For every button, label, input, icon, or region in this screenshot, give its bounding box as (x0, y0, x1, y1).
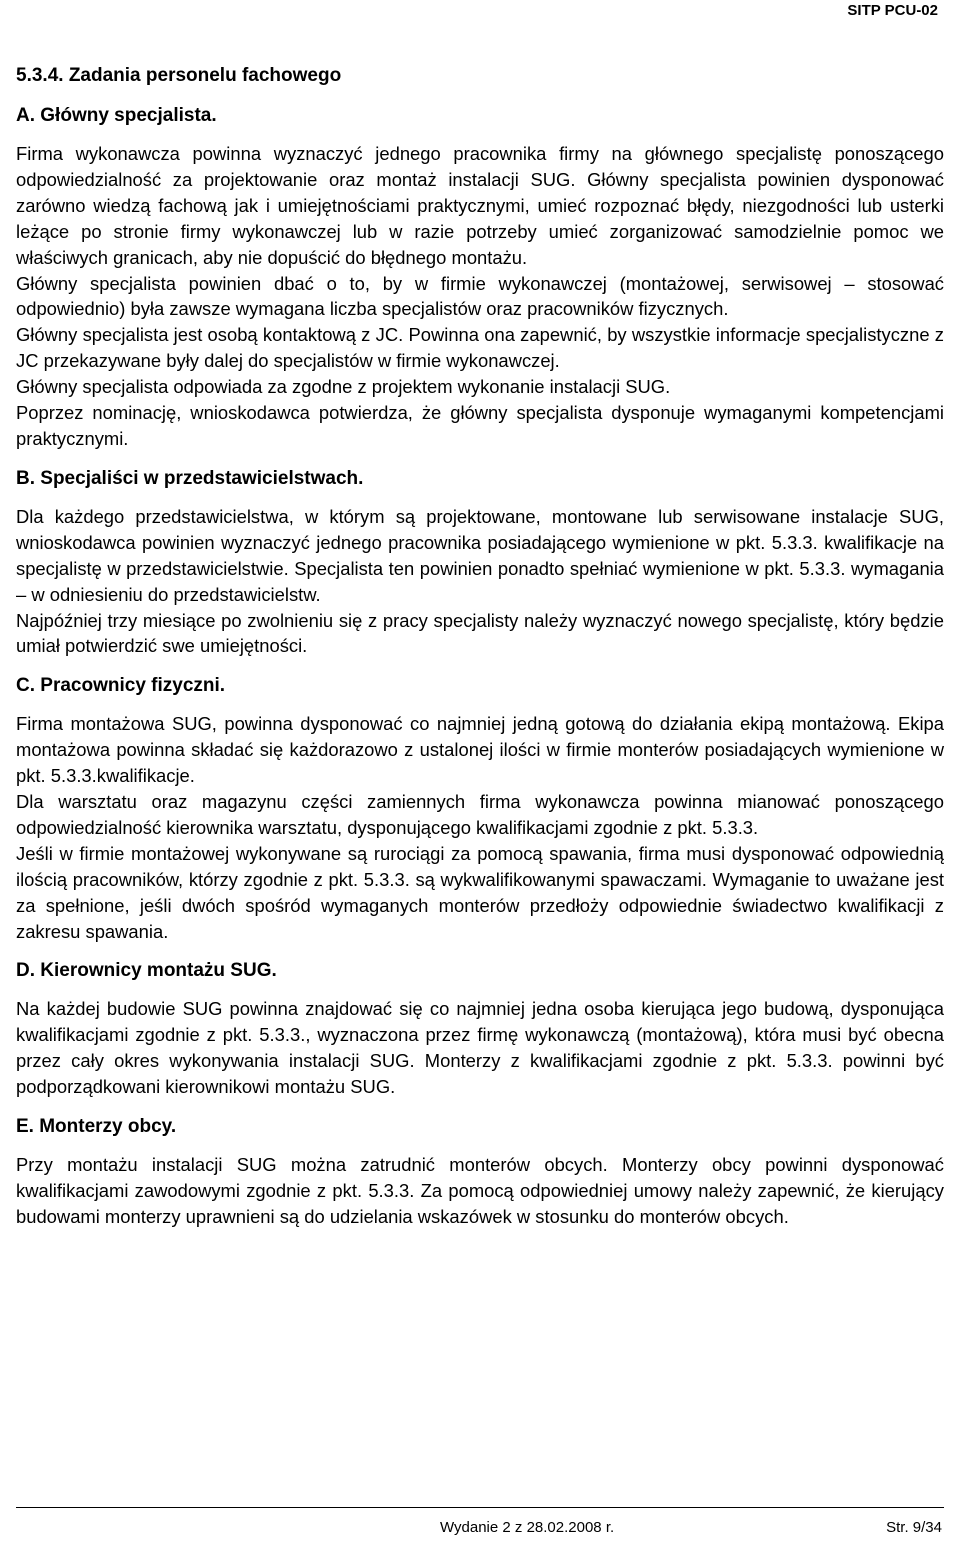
subsection-title-b: B. Specjaliści w przedstawicielstwach. (16, 467, 364, 489)
paragraph: Główny specjalista powinien dbać o to, by w firmie wykonawczej (montażowej, serwisowej – stosować odpowiednio) była zawsze wymagana liczba specjalistów oraz pracowników fizycznych. (16, 272, 944, 320)
paragraph: Przy montażu instalacji SUG można zatrudnić monterów obcych. Monterzy obcy powinni dysponować kwalifikacjami zawodowymi zgodnie z pkt. 5.3.3. Za pomocą odpowiedniej umowy należy zapewnić, że kierujący budowami monterzy uprawnieni są do udzielania wskazówek w stosunku do monterów obcych. (16, 1154, 944, 1227)
paragraph: Poprzez nominację, wnioskodawca potwierdza, że główny specjalista dysponuje wymaganymi kompetencjami praktycznymi. (16, 402, 944, 449)
page-number: Str. 9/34 (886, 1519, 942, 1536)
edition-info: Wydanie 2 z 28.02.2008 r. (440, 1519, 615, 1536)
paragraph: Najpóźniej trzy miesiące po zwolnieniu się z pracy specjalisty należy wyznaczyć nowego specjalistę, który będzie umiał potwierdzić swe umiejętności. (16, 609, 944, 657)
paragraph: Dla każdego przedstawicielstwa, w którym są projektowane, montowane lub serwisowane instalacje SUG, wnioskodawca powinien wyznaczyć jednego pracownika posiadającego wymienione w pkt. 5.3.3. kwalifikacje na specjalistę w przedstawicielstwie. Specjalista ten powinien ponadto spełniać wymienione w pkt. 5.3.3. wymagania – w odniesieniu do przedstawicielstw. (16, 505, 944, 605)
section-heading: 5.3.4. Zadania personelu fachowego (16, 65, 342, 86)
paragraph: Dla warsztatu oraz magazynu części zamiennych firma wykonawcza powinna mianować ponoszącego odpowiedzialność kierownika warsztatu, dysponującego kwalifikacjami zgodnie z pkt. 5.3.3. (16, 791, 944, 838)
paragraph: Główny specjalista jest osobą kontaktową z JC. Powinna ona zapewnić, by wszystkie informacje specjalistyczne z JC przekazywane były dalej do specjalistów w firmie wykonawczej. (16, 324, 944, 372)
paragraph: Jeśli w firmie montażowej wykonywane są rurociągi za pomocą spawania, firma musi dysponować odpowiednią ilością pracowników, którzy zgodnie z pkt. 5.3.3. są wykwalifikowanymi spawaczami. Wymaganie to uważane jest za spełnione, jeśli dwóch spośród wymaganych monterów przedłoży odpowiednie świadectwo kwalifikacji z zakresu spawania. (16, 842, 944, 942)
subsection-title-c: C. Pracownicy fizyczni. (16, 675, 226, 697)
subsection-title-e: E. Monterzy obcy. (16, 1116, 177, 1138)
footer-divider (16, 1507, 944, 1508)
paragraph: Firma montażowa SUG, powinna dysponować co najmniej jedną gotową do działania ekipą montażową. Ekipa montażowa powinna składać się każdorazowo z ustalonej ilości w firmie monterów posiadających wymienione w pkt. 5.3.3.kwalifikacje. (16, 713, 944, 787)
paragraph: Na każdej budowie SUG powinna znajdować się co najmniej jedna osoba kierująca jego budową, dysponująca kwalifikacjami zgodnie z pkt. 5.3.3., wyznaczona przez firmę wykonawczą (montażową), która musi być obecna przez cały okres wykonywania instalacji SUG. Monterzy z kwalifikacjami zgodnie z pkt. 5.3.3. powinni być podporządkowani kierownikowi montażu SUG. (16, 998, 944, 1098)
subsection-title-a: A. Główny specjalista. (16, 105, 217, 126)
paragraph: Główny specjalista odpowiada za zgodne z projektem wykonanie instalacji SUG. (16, 376, 671, 398)
subsection-title-d: D. Kierownicy montażu SUG. (16, 960, 277, 982)
document-code: SITP PCU-02 (847, 2, 938, 19)
document-body (16, 63, 944, 1230)
paragraph: Firma wykonawcza powinna wyznaczyć jednego pracownika firmy na głównego specjalistę ponoszącego odpowiedzialność za projektowanie oraz montaż instalacji SUG. Główny specjalista powinien dysponować zarówno wiedzą fachową jak i umiejętnościami praktycznymi, umieć rozpoznać błędy, niezgodności lub usterki leżące po stronie firmy wykonawczej lub w razie potrzeby umieć zorganizować samodzielnie pomoc we właściwych granicach, aby nie dopuścić do błędnego montażu. (16, 143, 944, 268)
